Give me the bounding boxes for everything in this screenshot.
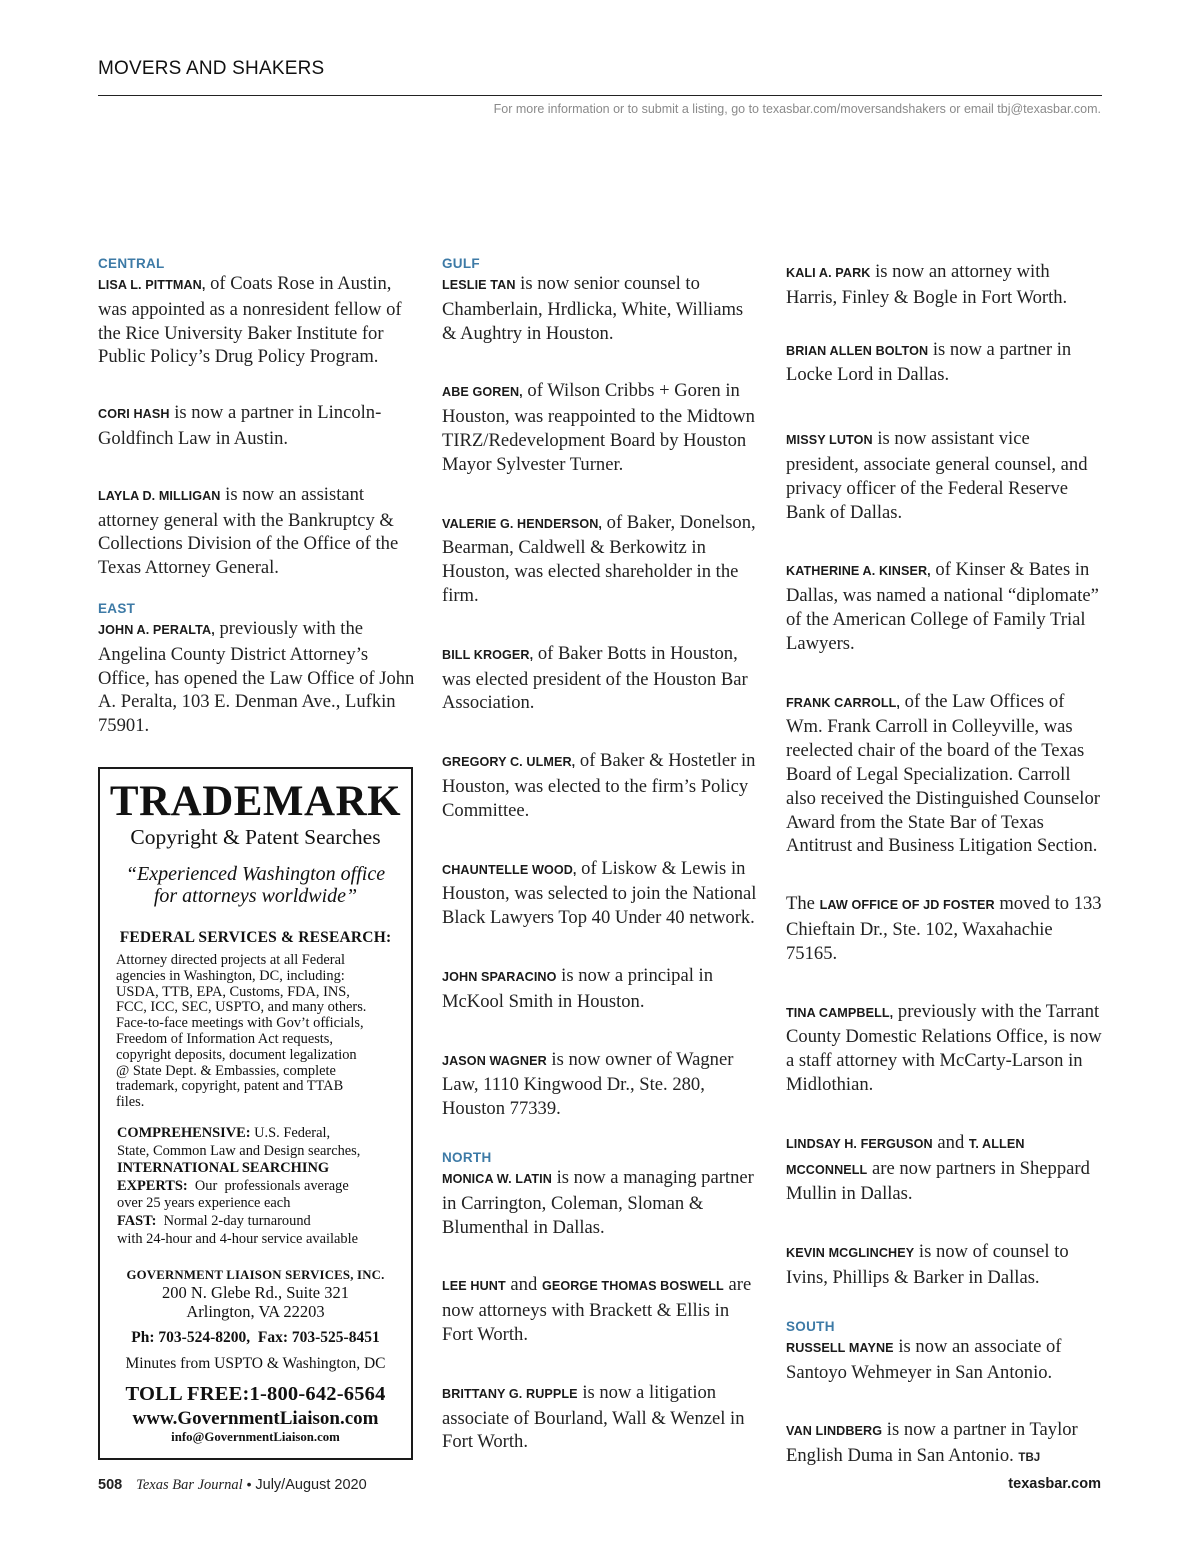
ad-quote-line: for attorneys worldwide” bbox=[153, 885, 358, 907]
listing-text: previously with the Tarrant County Domestic Relations Office, is now a staff attorney with McCarty-Larson in Midlothian. bbox=[786, 1000, 1102, 1095]
listing-entry bbox=[786, 1240, 1104, 1290]
person-name: JOHN A. PERALTA, bbox=[98, 622, 215, 637]
listing-entry bbox=[786, 1131, 1104, 1206]
ad-text: Our professionals average bbox=[187, 1177, 349, 1194]
listing-text: is now senior counsel to Chamberlain, Hrdlicka, White, Williams & Aughtry in Houston. bbox=[442, 273, 744, 344]
ad-company-name: GOVERNMENT LIAISON SERVICES, INC. bbox=[126, 1268, 385, 1283]
listing-text: is now a managing partner in Carrington, Coleman, Sloman & Blumenthal in Dallas. bbox=[442, 1166, 754, 1238]
ad-title: TRADEMARK bbox=[109, 778, 402, 825]
ad-service-line: over 25 years experience each bbox=[117, 1195, 291, 1212]
issue-date: July/August 2020 bbox=[255, 1477, 367, 1493]
listing-text: of Baker, Donelson, Bearman, Caldwell & Berkowitz in Houston, was elected shareholder in the firm. bbox=[442, 511, 756, 606]
ad-body-line: files. bbox=[116, 1094, 145, 1111]
person-name: BILL KROGER, bbox=[442, 647, 534, 662]
region-heading-gulf: GULF bbox=[442, 256, 480, 271]
firm-name: LAW OFFICE OF JD FOSTER bbox=[819, 898, 995, 913]
listing-text: is now owner of Wagner Law, 1110 Kingwood Dr., Ste. 280, Houston 77339. bbox=[442, 1048, 734, 1120]
person-name: MISSY LUTON bbox=[786, 433, 873, 448]
listing-text: of Wilson Cribbs + Goren in Houston, was reappointed to the Midtown TIRZ/Redevelopment Board by Houston Mayor Sylvester Turner. bbox=[442, 380, 755, 475]
listing-text: is now a litigation associate of Bourland, Wall & Wenzel in Fort Worth. bbox=[442, 1381, 745, 1453]
submission-info: For more information or to submit a listing, go to texasbar.com/moversandshakers or email tbj@texasbar.com. bbox=[493, 102, 1101, 116]
person-name: TINA CAMPBELL, bbox=[786, 1005, 894, 1020]
column-3 bbox=[786, 260, 1104, 1471]
person-name: JOHN SPARACINO bbox=[442, 969, 557, 984]
listing-entry bbox=[98, 617, 416, 738]
ad-quote-line: “Experienced Washington office bbox=[125, 863, 386, 885]
listing-text: is now a partner in Lincoln-Goldfinch Law in Austin. bbox=[98, 402, 382, 449]
listing-text: of Baker & Hostetler in Houston, was elected to the firm’s Policy Committee. bbox=[442, 750, 756, 821]
listing-entry bbox=[442, 379, 760, 476]
region-heading-central: CENTRAL bbox=[98, 256, 165, 271]
ad-service-line bbox=[117, 1178, 411, 1196]
person-name: VALERIE G. HENDERSON, bbox=[442, 516, 603, 531]
listing-text: is now assistant vice president, associate general counsel, and privacy officer of the Federal Reserve Bank of Dallas. bbox=[786, 428, 1088, 523]
person-name: ABE GOREN, bbox=[442, 385, 523, 400]
listing-text: is now an attorney with Harris, Finley & Bogle in Fort Worth. bbox=[786, 261, 1068, 308]
ad-address-line: Arlington, VA 22203 bbox=[186, 1302, 325, 1322]
person-name: LAYLA D. MILLIGAN bbox=[98, 488, 221, 503]
ad-federal-body bbox=[116, 953, 411, 1111]
ad-location-note: Minutes from USPTO & Washington, DC bbox=[125, 1355, 386, 1373]
listing-text: of Kinser & Bates in Dallas, was named a national “diplomate” of the American College of Family Trial Lawyers. bbox=[786, 559, 1099, 654]
ad-body-line: trademark, copyright, patent and TTAB bbox=[116, 1078, 344, 1095]
person-name: RUSSELL MAYNE bbox=[786, 1340, 894, 1355]
ad-address bbox=[100, 1283, 411, 1321]
listing-entry bbox=[442, 1273, 760, 1346]
listing-text: moved to 133 Chieftain Dr., Ste. 102, Waxahachie 75165. bbox=[786, 893, 1102, 964]
listing-entry bbox=[786, 690, 1104, 859]
ad-phone: Ph: 703-524-8200, Fax: 703-525-8451 bbox=[131, 1329, 380, 1347]
listing-entry bbox=[442, 1166, 760, 1239]
listing-text: and bbox=[932, 1131, 969, 1153]
ad-body-line: copyright deposits, document legalization bbox=[116, 1046, 357, 1063]
page-number: 508 bbox=[98, 1477, 123, 1493]
person-name: BRITTANY G. RUPPLE bbox=[442, 1386, 578, 1401]
person-name: KALI A. PARK bbox=[786, 266, 871, 280]
region-heading-north: NORTH bbox=[442, 1149, 492, 1165]
listing-text: of Liskow & Lewis in Houston, was selected to join the National Black Lawyers Top 40 Under 40 network. bbox=[442, 857, 757, 929]
listing-entry bbox=[786, 1000, 1104, 1097]
listing-entry bbox=[786, 427, 1104, 524]
ad-body-line: USDA, TTB, EPA, Customs, FDA, INS, bbox=[116, 983, 350, 1000]
listing-entry bbox=[442, 1381, 760, 1454]
listing-entry bbox=[98, 401, 416, 451]
listing-text: of Baker Botts in Houston, was elected president of the Houston Bar Association. bbox=[442, 642, 748, 714]
ad-service-line bbox=[117, 1213, 411, 1231]
column-2 bbox=[442, 255, 760, 1454]
person-name: GEORGE THOMAS BOSWELL bbox=[541, 1279, 724, 1294]
person-name: LINDSAY H. FERGUSON bbox=[786, 1136, 933, 1151]
ad-body-line: FCC, ICC, SEC, USPTO, and many others. bbox=[116, 999, 367, 1016]
column-1 bbox=[98, 255, 416, 738]
header-divider bbox=[98, 95, 1102, 96]
ad-services bbox=[117, 1125, 411, 1248]
ad-body-line: @ State Dept. & Embassies, complete bbox=[116, 1062, 336, 1079]
listing-text: is now a principal in McKool Smith in Houston. bbox=[442, 964, 713, 1012]
listing-entry bbox=[786, 338, 1104, 388]
person-name: CORI HASH bbox=[98, 407, 170, 422]
listing-text: and bbox=[505, 1274, 542, 1296]
listing-entry bbox=[786, 892, 1104, 965]
listing-text: is now an assistant attorney general with the Bankruptcy & Collections Division of the Office of the Texas Attorney General. bbox=[98, 483, 399, 579]
site-url: texasbar.com bbox=[1008, 1476, 1101, 1492]
section-title: MOVERS AND SHAKERS bbox=[98, 58, 325, 79]
ad-service-line: State, Common Law and Design searches, bbox=[117, 1142, 361, 1159]
trademark-advertisement bbox=[98, 767, 413, 1460]
listing-text: are now attorneys with Brackett & Ellis in Fort Worth. bbox=[442, 1274, 752, 1345]
ad-service-line bbox=[117, 1160, 411, 1178]
ad-text: U.S. Federal, bbox=[250, 1124, 331, 1141]
person-name: CHAUNTELLE WOOD, bbox=[442, 862, 577, 877]
listing-entry bbox=[786, 260, 1104, 310]
ad-website: www.GovernmentLiaison.com bbox=[132, 1408, 379, 1430]
footer-bullet: • bbox=[246, 1476, 252, 1492]
ad-service-line: with 24-hour and 4-hour service available bbox=[117, 1230, 358, 1247]
ad-label: COMPREHENSIVE: bbox=[117, 1124, 251, 1141]
listing-text: of the Law Offices of Wm. Frank Carroll in Colleyville, was reelected chair of the board of the Texas Board of Legal Specialization. Carroll also received the Distinguished Counselor Award from the State Bar of Texas Antitrust and Business Litigation Section. bbox=[786, 690, 1100, 857]
listing-entry bbox=[442, 1048, 760, 1121]
listing-entry bbox=[786, 1418, 1104, 1471]
listing-text: of Coats Rose in Austin, was appointed as a nonresident fellow of the Rice University Baker Institute for Public Policy’s Drug Policy Program. bbox=[98, 273, 402, 368]
region-heading-east: EAST bbox=[98, 600, 136, 616]
listing-entry bbox=[786, 558, 1104, 655]
listing-text: previously with the Angelina County District Attorney’s Office, has opened the Law Office of John A. Peralta, 103 E. Denman Ave., Lufkin 75901. bbox=[98, 617, 415, 737]
listing-entry bbox=[98, 272, 416, 369]
person-name: KEVIN MCGLINCHEY bbox=[786, 1246, 915, 1261]
end-mark: TBJ bbox=[1018, 1452, 1041, 1465]
listing-entry bbox=[442, 511, 760, 608]
listing-entry bbox=[98, 483, 416, 580]
ad-body-line: agencies in Washington, DC, including: bbox=[116, 967, 345, 984]
listing-entry bbox=[442, 642, 760, 715]
ad-label: INTERNATIONAL SEARCHING bbox=[117, 1160, 330, 1177]
person-name: MONICA W. LATIN bbox=[442, 1171, 552, 1186]
listing-entry bbox=[442, 749, 760, 822]
person-name: BRIAN ALLEN BOLTON bbox=[786, 343, 929, 358]
ad-body-line: Freedom of Information Act requests, bbox=[116, 1030, 334, 1047]
listing-entry bbox=[442, 272, 760, 345]
page-footer bbox=[98, 1476, 367, 1494]
person-name: LEE HUNT bbox=[442, 1279, 506, 1294]
listing-text: is now a partner in Taylor English Duma in San Antonio. bbox=[786, 1419, 1078, 1467]
person-name: GREGORY C. ULMER, bbox=[442, 755, 576, 770]
ad-body-line: Face-to-face meetings with Gov’t officials, bbox=[116, 1015, 364, 1032]
person-name: JASON WAGNER bbox=[442, 1053, 547, 1068]
listing-text: is now of counsel to Ivins, Phillips & Barker in Dallas. bbox=[786, 1241, 1069, 1288]
person-name: VAN LINDBERG bbox=[786, 1424, 883, 1439]
listing-entry bbox=[786, 1335, 1104, 1385]
ad-federal-heading: FEDERAL SERVICES & RESEARCH: bbox=[119, 929, 392, 946]
journal-name: Texas Bar Journal bbox=[136, 1477, 243, 1493]
ad-label: EXPERTS: bbox=[117, 1177, 188, 1194]
ad-label: FAST: bbox=[117, 1212, 157, 1229]
listing-text: is now a partner in Locke Lord in Dallas. bbox=[786, 338, 1072, 386]
person-name: LESLIE TAN bbox=[442, 278, 516, 292]
listing-text: The bbox=[786, 893, 820, 915]
ad-address-line: 200 N. Glebe Rd., Suite 321 bbox=[162, 1283, 349, 1303]
ad-quote bbox=[100, 863, 411, 907]
ad-body-line: Attorney directed projects at all Federal bbox=[116, 952, 345, 968]
person-name: T. ALLEN MCCONNELL bbox=[786, 1136, 1025, 1177]
ad-email: info@GovernmentLiaison.com bbox=[171, 1430, 340, 1445]
ad-text: Normal 2-day turnaround bbox=[156, 1212, 311, 1229]
person-name: KATHERINE A. KINSER, bbox=[786, 564, 931, 579]
ad-toll-free: TOLL FREE:1-800-642-6564 bbox=[125, 1383, 386, 1406]
listing-entry bbox=[442, 964, 760, 1014]
ad-subtitle: Copyright & Patent Searches bbox=[130, 825, 381, 849]
region-heading-south: SOUTH bbox=[786, 1318, 835, 1334]
listing-entry bbox=[442, 857, 760, 930]
listing-text: is now an associate of Santoyo Wehmeyer in San Antonio. bbox=[786, 1335, 1062, 1383]
person-name: LISA L. PITTMAN, bbox=[98, 278, 206, 292]
listing-text: are now partners in Sheppard Mullin in Dallas. bbox=[786, 1157, 1090, 1205]
ad-service-line bbox=[117, 1125, 411, 1143]
person-name: FRANK CARROLL, bbox=[786, 695, 901, 710]
